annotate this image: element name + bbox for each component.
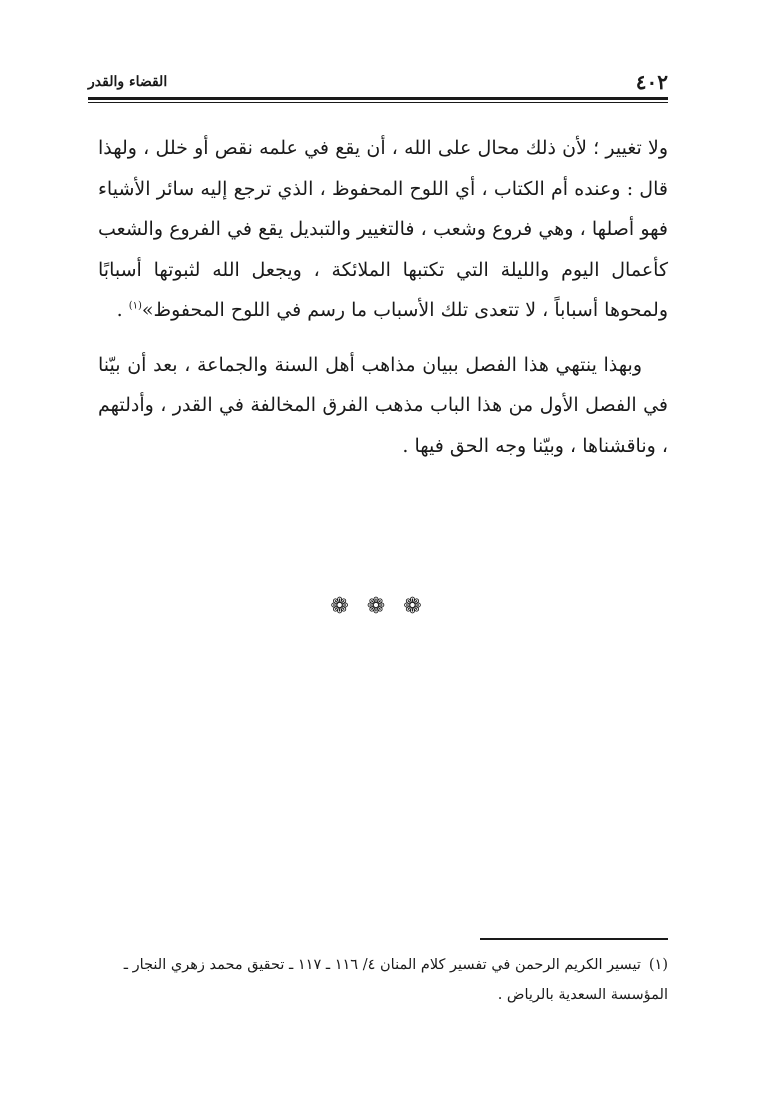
footnote-text: تيسير الكريم الرحمن في تفسير كلام المنان ٤/ ١١٦ ـ ١١٧ ـ تحقيق محمد زهري النجار ـ المؤسسة السعدية بالرياض . — [123, 957, 668, 1003]
flower-ornament-icon: ❁ — [330, 594, 367, 619]
paragraph-1-end: . — [116, 299, 129, 321]
ornament-separator — [0, 594, 770, 620]
footnote-reference[interactable]: (١) — [128, 300, 142, 312]
body-text — [98, 128, 668, 466]
footnote-rule — [480, 938, 668, 940]
flower-ornament-icon: ❁ — [403, 594, 440, 619]
header-rule-thick — [88, 97, 668, 100]
running-title: القضاء والقدر — [88, 74, 168, 90]
flower-ornament-icon: ❁ — [366, 594, 404, 619]
footnote-number: (١) — [648, 957, 668, 973]
paragraph-1 — [98, 128, 668, 331]
page-number: ٤٠٢ — [635, 70, 668, 94]
paragraph-2: وبهذا ينتهي هذا الفصل ببيان مذاهب أهل السنة والجماعة ، بعد أن بيّنا في الفصل الأول من هذا الباب مذهب الفرق المخالفة في القدر ، وأدلتهم ، وناقشناها ، وبيّنا وجه الحق فيها . — [98, 353, 668, 457]
footnote — [100, 950, 668, 1010]
running-header — [88, 70, 668, 94]
paragraph-1-text: ولا تغيير ؛ لأن ذلك محال على الله ، أن يقع في علمه نقص أو خلل ، ولهذا قال : وعنده أم الكتاب ، أي اللوح المحفوظ ، الذي ترجع إليه سائر الأشياء فهو أصلها ، وهي فروع وشعب ، فالتغيير والتبديل يقع في الفروع والشعب كأعمال اليوم والليلة التي تكتبها الملائكة ، ويجعل الله لثبوتها أسبابًا ولمحوها أسباباً ، لا تتعدى تلك الأسباب ما رسم في اللوح المحفوظ» — [98, 137, 668, 321]
header-rule-thin — [88, 102, 668, 103]
